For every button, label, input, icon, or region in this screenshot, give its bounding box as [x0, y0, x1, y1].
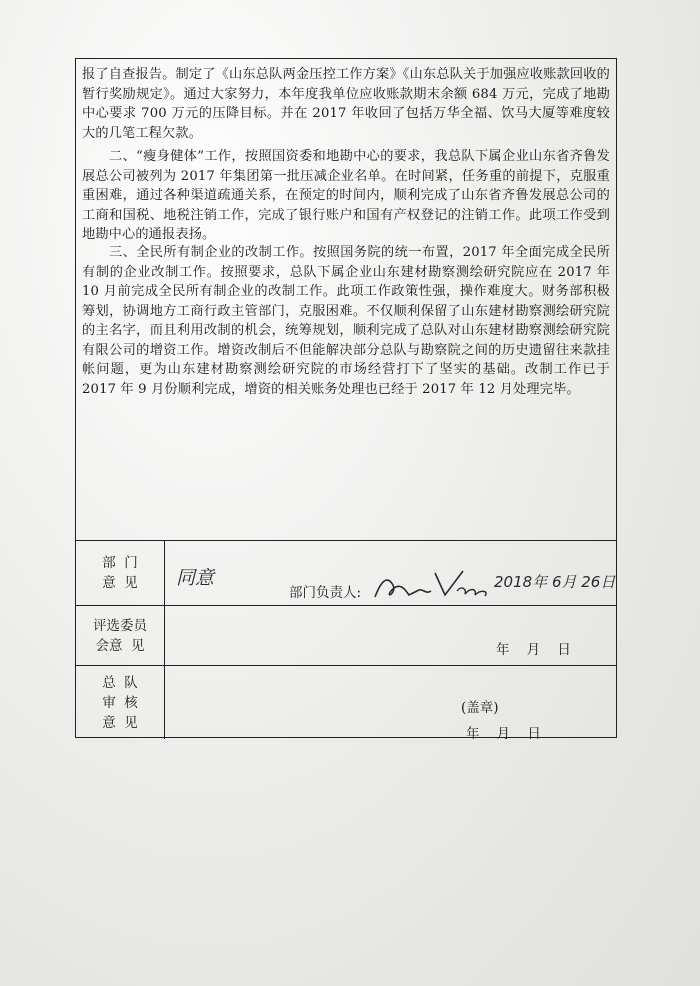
- committee-opinion-row: [76, 606, 616, 666]
- headquarters-review-row: [76, 666, 616, 742]
- paragraph-downsizing: 二、“瘦身健体”工作，按照国资委和地勘中心的要求，我总队下属企业山东省齐鲁发展总公司被列为 2017 年集团第一批压减企业名单。在时间紧，任务重的前提下，克服重重困难，通过各种渠道疏通关系，在预定的时间内，顺利完成了山东省齐鲁发展总公司的工商和国税、地税注销工作，完成了银行账户和国有产权登记的注销工作。此项工作受到地勘中心的通报表扬。: [82, 149, 610, 242]
- evaluation-form-table: [75, 58, 617, 742]
- committee-opinion-label-cell: [76, 606, 165, 665]
- paragraph-receivables: 报了自查报告。制定了《山东总队两金压控工作方案》《山东总队关于加强应收账款回收的暂行奖励规定》。通过大家努力，本年度我单位应收账款期末余额 684 万元，完成了地勘中心要求 700 万元的压降目标。并在 2017 年收回了包括万华全福、饮马大厦等难度较大的几笔工程欠款。: [82, 67, 610, 141]
- headquarters-review-label: 总 队 审 核 意 见: [102, 674, 138, 731]
- seal-placeholder: (盖章): [461, 700, 499, 716]
- narrative-cell: [76, 59, 616, 541]
- committee-date: 年 月 日: [496, 642, 571, 658]
- department-opinion-label: 部 门 意 见: [102, 555, 138, 591]
- paragraph-restructuring: 三、全民所有制企业的改制工作。按照国务院的统一布置，2017 年全面完成全民所有制的企业改制工作。按照要求，总队下属企业山东建材勘察测绘研究院应在 2017 年 10 月前完成全民所有制企业的改制工作。此项工作政策性强，操作难度大。财务部积极筹划，协调地方工商行政主管部门，克服困难。不仅顺利保留了山东建材勘察测绘研究院的主名字，而且利用改制的机会，统筹规划，顺利完成了总队对山东建材勘察测绘研究院有限公司的增资工作。增资改制后不但能解决部分总队与勘察院之间的历史遗留往来款挂帐问题，更为山东建材勘察测绘研究院的市场经营打下了坚实的基础。改制工作已于 2017 年 9 月份顺利完成，增资的相关账务处理也已经于 2017 年 12 月处理完毕。: [82, 245, 610, 397]
- headquarters-review-label-cell: [76, 666, 165, 739]
- handwritten-date: 2018年 6月 26日: [494, 573, 616, 591]
- handwritten-approval: 同意: [176, 567, 215, 589]
- department-opinion-row: [76, 541, 616, 606]
- committee-opinion-label: 评选委员 会意 见: [93, 617, 147, 654]
- headquarters-date: 年 月 日: [466, 726, 541, 742]
- department-opinion-label-cell: [76, 541, 165, 605]
- department-head-signature: [371, 561, 501, 605]
- department-head-label: 部门负责人:: [289, 585, 362, 601]
